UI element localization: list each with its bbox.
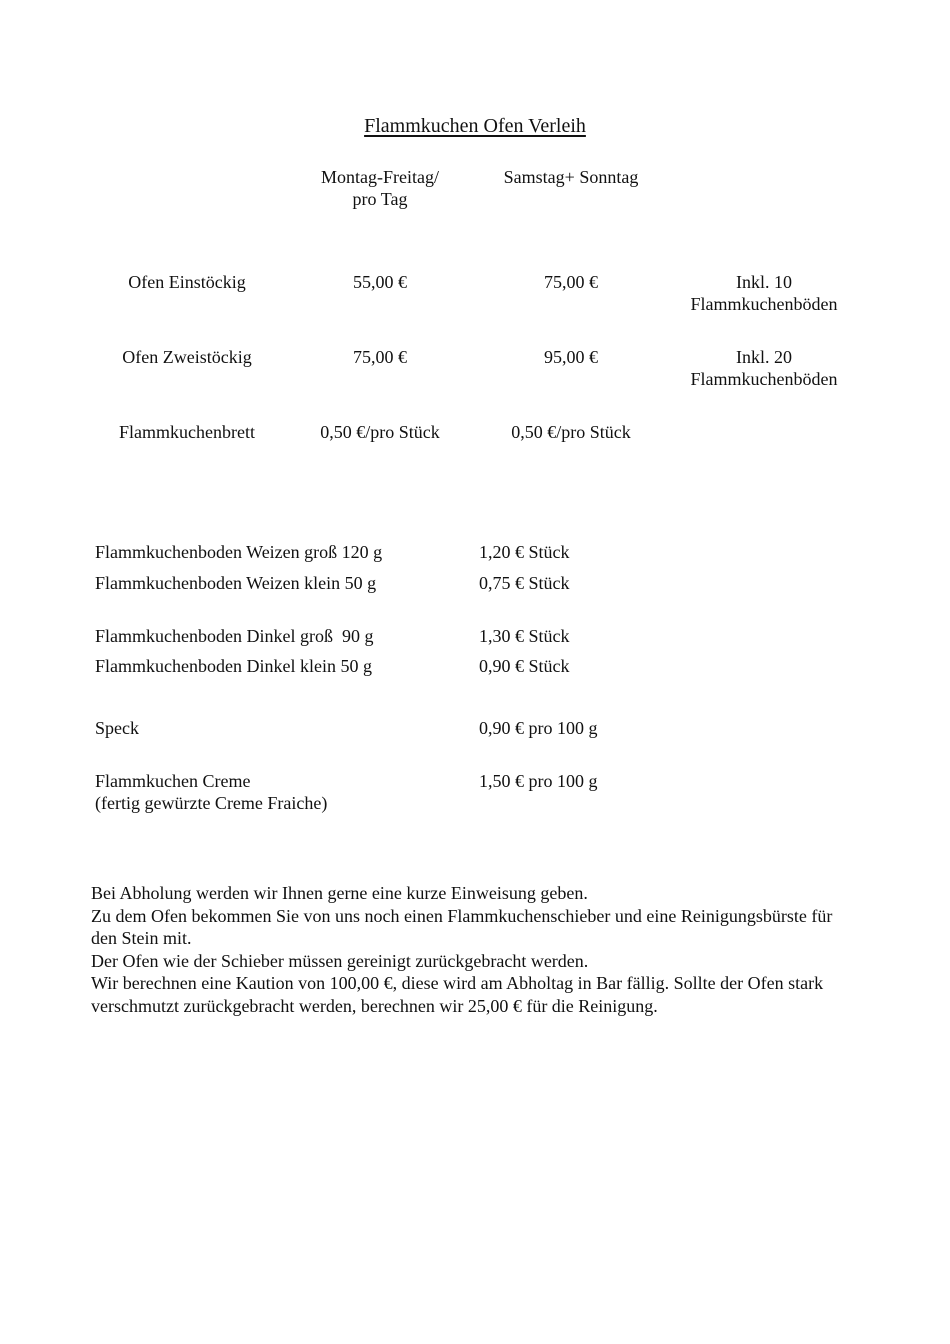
rental-row-note-line1: Inkl. 10 <box>736 272 792 292</box>
rental-row-note-line1: Inkl. 20 <box>736 347 792 367</box>
header-weekday-line1: Montag-Freitag/ <box>321 167 439 187</box>
rental-row-weekend-price: 95,00 € <box>544 347 598 367</box>
header-weekday <box>290 166 470 210</box>
product-price: 1,20 € Stück <box>479 542 570 562</box>
note-line: Der Ofen wie der Schieber müssen gereinigt zurückgebracht werden. <box>91 950 589 971</box>
product-name: Flammkuchen Creme <box>95 771 251 791</box>
note-line: Wir berechnen eine Kaution von 100,00 €, diese wird am Abholtag in Bar fällig. Sollte der Ofen stark verschmutzt zurückgebracht werden, berechnen wir 25,00 € für die Reinigung. <box>91 973 824 1016</box>
rental-row-note-line2: Flammkuchenböden <box>690 369 838 389</box>
rental-row-weekend-price: 75,00 € <box>544 272 598 292</box>
product-name: Flammkuchenboden Weizen klein 50 g <box>95 573 377 593</box>
rental-row-weekday-price: 0,50 €/pro Stück <box>320 422 440 442</box>
product-name: Flammkuchenboden Dinkel groß 90 g <box>95 626 374 646</box>
rental-row-note <box>670 271 858 315</box>
product-price: 1,30 € Stück <box>479 626 570 646</box>
product-price: 0,90 € pro 100 g <box>479 718 598 738</box>
product-name: Flammkuchenboden Weizen groß 120 g <box>95 542 383 562</box>
rental-row-label: Ofen Einstöckig <box>128 272 246 292</box>
rental-row-note <box>670 346 858 390</box>
product-name: Flammkuchenboden Dinkel klein 50 g <box>95 656 372 676</box>
header-weekend: Samstag+ Sonntag <box>503 167 639 187</box>
product-price: 0,90 € Stück <box>479 656 570 676</box>
header-weekday-line2: pro Tag <box>352 189 408 209</box>
product-description: (fertig gewürzte Creme Fraiche) <box>95 793 328 813</box>
rental-row-label: Flammkuchenbrett <box>119 422 255 442</box>
rental-notes <box>91 882 861 1017</box>
document-title: Flammkuchen Ofen Verleih <box>364 115 586 137</box>
product-name: Speck <box>95 718 139 738</box>
note-line: Bei Abholung werden wir Ihnen gerne eine kurze Einweisung geben. <box>91 883 588 903</box>
product-price: 1,50 € pro 100 g <box>479 771 598 791</box>
rental-row-label: Ofen Zweistöckig <box>122 347 252 367</box>
rental-row-weekday-price: 75,00 € <box>353 347 407 367</box>
rental-row-weekday-price: 55,00 € <box>353 272 407 292</box>
note-line: Zu dem Ofen bekommen Sie von uns noch einen Flammkuchenschieber und eine Reinigungsbürste für den Stein mit. <box>91 905 833 948</box>
product-price: 0,75 € Stück <box>479 573 570 593</box>
rental-row-weekend-price: 0,50 €/pro Stück <box>511 422 631 442</box>
rental-row-note-line2: Flammkuchenböden <box>690 294 838 314</box>
